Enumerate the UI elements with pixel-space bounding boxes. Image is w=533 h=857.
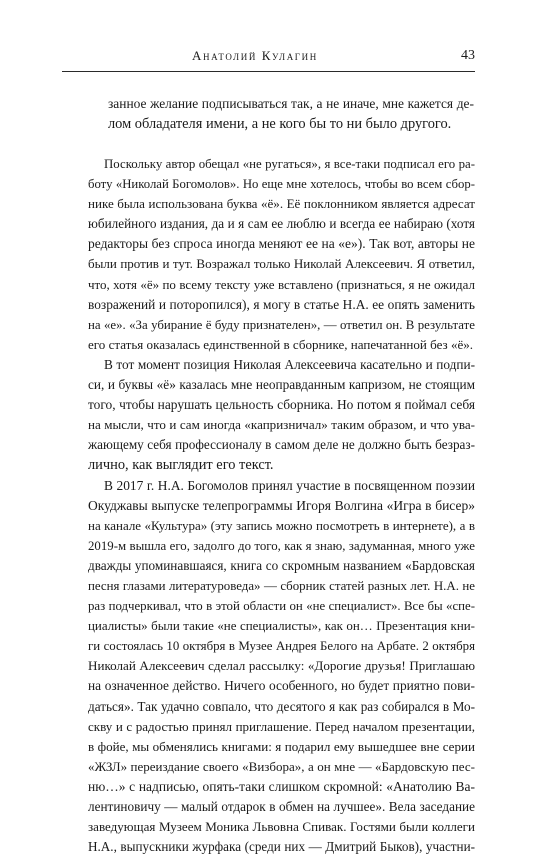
- body-line: В тот момент позиция Николая Алексеевича касательно и подпи-: [104, 356, 475, 372]
- body-line: возражений и поторопился), я могу в статье Н.А. ее опять заменить: [88, 296, 475, 312]
- body-line: Поскольку автор обещал «не ругаться», я все-таки подписал его ра-: [104, 157, 475, 171]
- body-line: Окуджавы выпуске телепрограммы Игоря Волгина «Игра в бисер»: [88, 497, 475, 513]
- body-line: лентиновичу — малый отдарок в обмен на лучшее». Вела заседание: [88, 799, 475, 814]
- body-line: боту «Николай Богомолов». Но еще мне хотелось, чтобы во всем сбор-: [88, 177, 475, 192]
- page-number: 43: [461, 48, 475, 63]
- body-line: скву и с радостью принял приглашение. Перед началом презентации,: [88, 718, 475, 734]
- body-line: на канале «Культура» (эту запись можно посмотреть в интернете), а в: [88, 517, 475, 533]
- body-line: на означенное действо. Ничего особенного, но будет приятно пови-: [88, 678, 475, 694]
- body-line: что, хотя «ё» по всему тексту уже вставлено (признаться, я не ожидал: [88, 276, 475, 292]
- body-line: были против и тут. Возражал только Николай Алексеевич. Я ответил,: [88, 256, 475, 272]
- body-line: дважды упоминавшаяся, книга со скромным названием «Бардовская: [88, 557, 475, 573]
- body-line: заведующая Музеем Моника Львовна Спивак. Гостями были коллеги: [88, 819, 475, 835]
- body-line: лично, как выглядит его текст.: [88, 457, 274, 474]
- body-line: раз подчеркивал, что в этой области он «не специалист». Все бы «спе-: [88, 599, 475, 614]
- running-title: Анатолий Кулагин: [192, 48, 318, 63]
- body-line: жающему себя профессионалу в самом деле не должно быть безраз-: [88, 437, 475, 453]
- body-line: даться». Так удачно совпало, что десятого я как раз собирался в Мо-: [88, 698, 475, 714]
- body-line: его статья оказалась единственной в сборнике, напечатанной без «ё».: [88, 336, 474, 352]
- body-line: нике была использована буква «ё». Её поклонником является адресат: [88, 196, 475, 212]
- body-line: на мысли, что и сам иногда «капризничал» таким образом, и что ува-: [88, 417, 475, 433]
- body-line: в фойе, мы обменялись книгами: я подарил ему вышедшее вне серии: [88, 738, 475, 754]
- body-line: на «е». «За убирание ё буду признателен», — ответил он. В результате: [88, 317, 475, 332]
- running-head: [88, 46, 475, 66]
- body-line: редакторы без спроса иногда меняют ее на «е»). Так вот, авторы не: [88, 236, 475, 252]
- body-line: песня глазами литературоведа» — сборник статей разных лет. Н.А. не: [88, 578, 475, 593]
- body-line: того, чтобы нарушать цельность сборника. Но потом я поймал себя: [88, 397, 475, 413]
- body-line: си, и буквы «ё» казалась мне неоправданным капризом, не стоящим: [88, 377, 475, 393]
- quote-block: [108, 94, 474, 134]
- body-line: Н.А., выпускники журфака (среди них — Дмитрий Быков), участни-: [88, 839, 475, 855]
- body-line: 2019-м вышла его, задолго до того, как я знаю, задуманная, много уже: [88, 538, 475, 553]
- body-line: ги состоялась 10 октября в Музее Андрея Белого на Арбате. 2 октября: [88, 639, 475, 654]
- body-line: циалисты» были такие «не специалисты», как он… Презентация кни-: [88, 618, 475, 634]
- body-line: «ЖЗЛ» переиздание своего «Визбора», а он мне — «Бардовскую пес-: [88, 758, 475, 774]
- quote-line: лом обладателя имени, а не кого бы то ни было другого.: [108, 116, 452, 133]
- quote-line: занное желание подписываться так, а не иначе, мне кажется де-: [108, 96, 474, 111]
- body-line: ню…» с надписью, опять-таки слишком скромной: «Анатолию Ва-: [88, 778, 475, 794]
- header-rule: [62, 71, 475, 72]
- body-line: В 2017 г. Н.А. Богомолов принял участие в посвященном поэзии: [104, 477, 475, 493]
- body-text: [88, 154, 475, 857]
- body-line: юбилейного издания, да и я сам ее люблю и всегда ее набираю (хотя: [88, 216, 475, 232]
- body-line: Николай Алексеевич сделал рассылку: «Дорогие друзья! Приглашаю: [88, 658, 475, 674]
